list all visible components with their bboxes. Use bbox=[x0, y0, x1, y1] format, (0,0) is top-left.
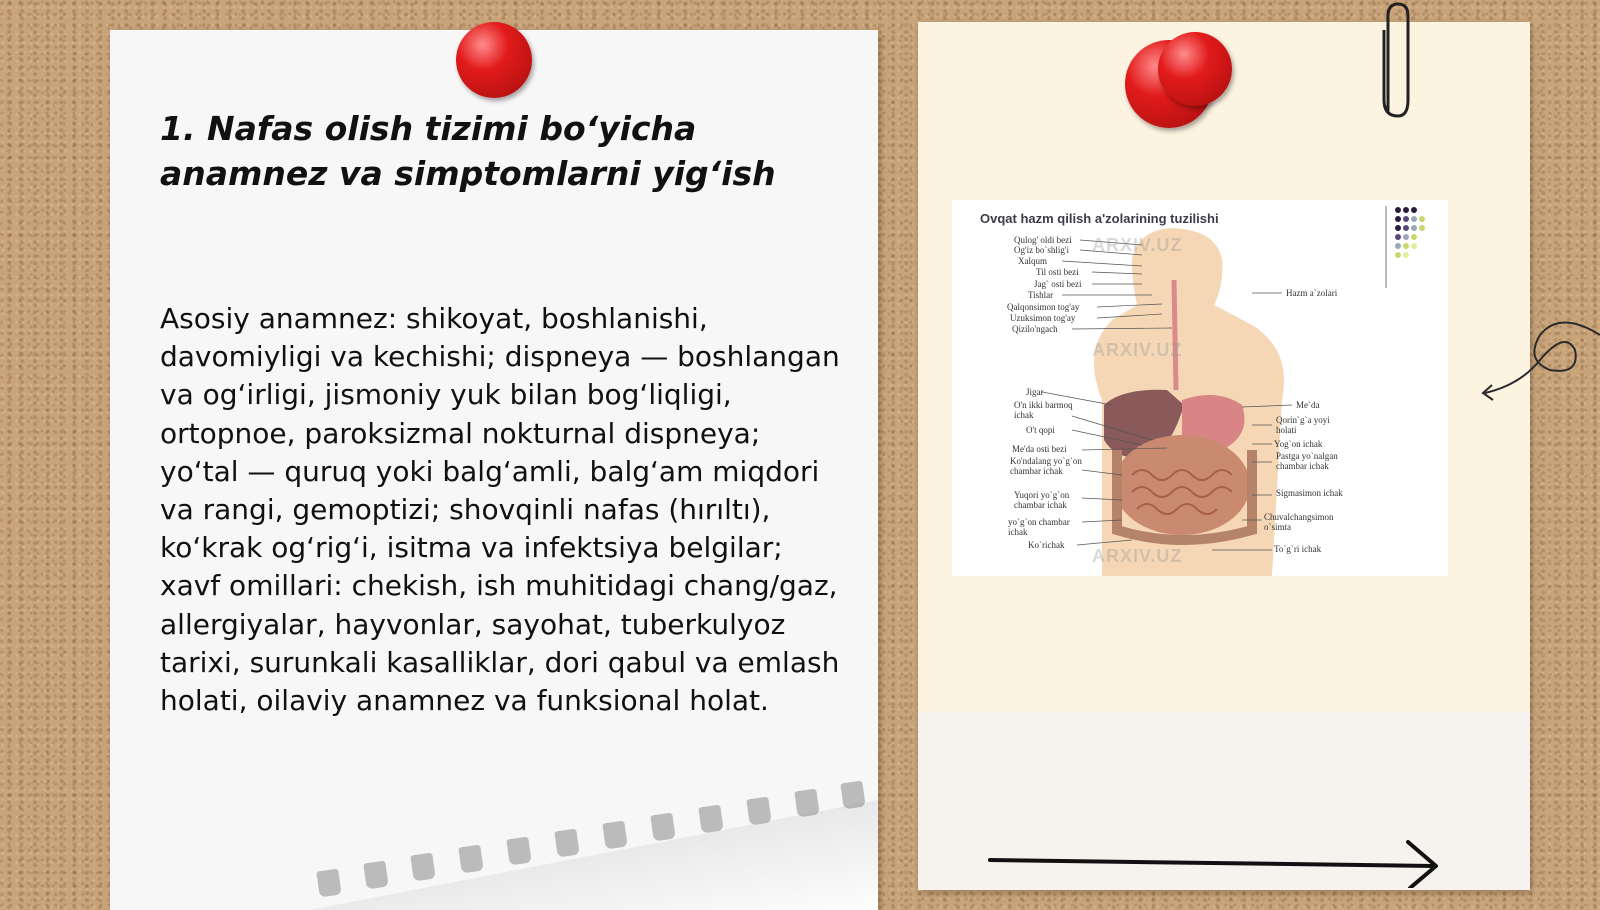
diagram-label: To`g`ri ichak bbox=[1274, 544, 1322, 554]
diagram-label: Qalqonsimon tog'ay bbox=[1007, 302, 1080, 312]
diagram-label: Sigmasimon ichak bbox=[1276, 488, 1343, 498]
watermark: ARXIV.UZ bbox=[1092, 340, 1183, 360]
paper-clip-icon bbox=[1378, 0, 1414, 122]
diagram-label: Jigar bbox=[1026, 387, 1044, 397]
diagram-label: Uzuksimon tog'ay bbox=[1010, 313, 1076, 323]
diagram-label: Tishlar bbox=[1028, 290, 1054, 300]
diagram-label: Chuvalchangsimon o`simta bbox=[1264, 512, 1334, 532]
diagram-label: O'n ikki barmoq ichak bbox=[1014, 400, 1073, 420]
push-pin-icon bbox=[1158, 32, 1232, 106]
diagram-label: yo`g`on chambar ichak bbox=[1008, 517, 1070, 537]
diagram-label: Yuqori yo`g`on chambar ichak bbox=[1014, 490, 1070, 510]
diagram-label: Xalqum bbox=[1018, 256, 1047, 266]
push-pin-icon bbox=[456, 22, 532, 98]
diagram-label: Ko'ndalang yo`g`on chambar ichak bbox=[1010, 456, 1082, 476]
watermark: ARXIV.UZ bbox=[1092, 546, 1183, 566]
diagram-label: Yog`on ichak bbox=[1274, 439, 1323, 449]
diagram-label: Og'iz bo`shlig'i bbox=[1014, 245, 1069, 255]
diagram-title: Ovqat hazm qilish a'zolarining tuzilishi bbox=[980, 211, 1219, 226]
diagram-label: O't qopi bbox=[1026, 425, 1055, 435]
diagram-label: Qorin`g`a yoyi holati bbox=[1276, 415, 1330, 435]
diagram-label: Qizilo'ngach bbox=[1012, 324, 1058, 334]
scribble-arrow-icon bbox=[1480, 315, 1600, 405]
slide-body-text: Asosiy anamnez: shikoyat, boshlanishi, davomiyligi va kechishi; dispneya — boshlangan va og‘irligi, jismoniy yuk bilan bog‘liqligi, ortopnoe, paroksizmal nokturnal dispneya; yo‘tal — quruq yoki balg‘amli, balg‘am miqdori va rangi, gemoptizi; shovqinli nafas (hırıltı), ko‘krak og‘rig‘i, isitma va infektsiya belgilar; xavf omillari: chekish, ish muhitidagi chang/gaz, allergiyalar, hayvonlar, sayohat, tuberkulyoz tarixi, surunkali kasalliklar, dori qabul va emlash holati, oilaviy anamnez va funksional holat. bbox=[160, 302, 840, 718]
page-curl bbox=[310, 800, 878, 910]
diagram-label: Ko`richak bbox=[1028, 540, 1065, 550]
diagram-label: Hazm a`zolari bbox=[1286, 288, 1338, 298]
arrow-right-icon bbox=[988, 838, 1448, 888]
diagram-label: Me'da osti bezi bbox=[1012, 444, 1067, 454]
left-note-card bbox=[110, 30, 878, 910]
diagram-label: Me`da bbox=[1296, 400, 1320, 410]
diagram-label: Pastga yo`nalgan chambar ichak bbox=[1276, 451, 1338, 471]
color-swatch-dots bbox=[1386, 206, 1425, 288]
digestive-system-diagram bbox=[952, 200, 1448, 576]
diagram-label: Qulog' oldi bezi bbox=[1014, 235, 1072, 245]
diagram-label: Til osti bezi bbox=[1036, 267, 1079, 277]
watermark: ARXIV.UZ bbox=[1092, 235, 1183, 255]
slide-title: 1. Nafas olish tizimi bo‘yicha anamnez va simptomlarni yig‘ish bbox=[160, 109, 776, 193]
diagram-label: Jag` osti bezi bbox=[1034, 279, 1082, 289]
